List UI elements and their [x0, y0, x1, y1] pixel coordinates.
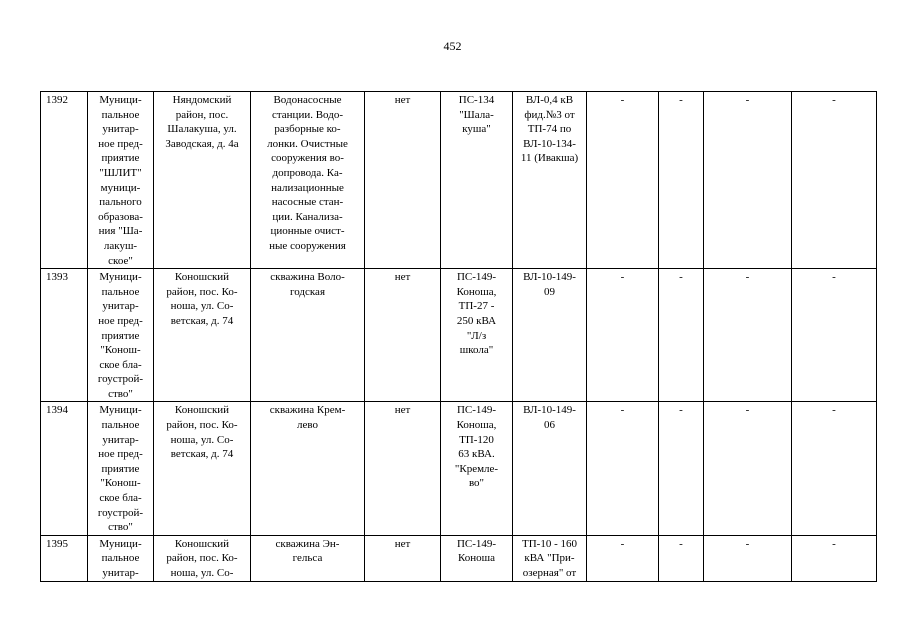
object-cell: Водонасосные станции. Водо- разборные ко- лонки. Очистные сооружения во- допровода. Ка- нализационные насосные стан- ции. Канализа- ционные очист- ные сооружения [251, 92, 365, 269]
substation-cell: ПС-149- Коноша [441, 535, 513, 581]
dash-cell: - [704, 269, 792, 402]
row-number-cell: 1393 [41, 269, 88, 402]
power-line-cell: ВЛ-0,4 кВ фид.№3 от ТП-74 по ВЛ-10-134- 11 (Ивакша) [513, 92, 587, 269]
address-cell: Коношский район, пос. Ко- ноша, ул. Со- ветская, д. 74 [154, 402, 251, 535]
dash-cell: - [587, 269, 659, 402]
dash-cell: - [587, 535, 659, 581]
dash-cell: - [659, 535, 704, 581]
flag-cell: нет [365, 402, 441, 535]
power-line-cell: ТП-10 - 160 кВА "При- озерная" от [513, 535, 587, 581]
organization-cell: Муници- пальное унитар- ное пред- приятие "Конош- ское бла- гоустрой- ство" [88, 269, 154, 402]
table-row [41, 269, 877, 402]
dash-cell: - [587, 92, 659, 269]
object-cell: скважина Эн- гельса [251, 535, 365, 581]
dash-cell: - [704, 92, 792, 269]
dash-cell: - [792, 402, 877, 535]
address-cell: Няндомский район, пос. Шалакуша, ул. Заводская, д. 4а [154, 92, 251, 269]
organization-cell: Муници- пальное унитар- ное пред- приятие "Конош- ское бла- гоустрой- ство" [88, 402, 154, 535]
power-line-cell: ВЛ-10-149- 09 [513, 269, 587, 402]
dash-cell: - [792, 92, 877, 269]
flag-cell: нет [365, 535, 441, 581]
substation-cell: ПС-134 "Шала- куша" [441, 92, 513, 269]
address-cell: Коношский район, пос. Ко- ноша, ул. Со- ветская, д. 74 [154, 269, 251, 402]
object-cell: скважина Воло- годская [251, 269, 365, 402]
table-row [41, 535, 877, 581]
row-number-cell: 1392 [41, 92, 88, 269]
address-cell: Коношский район, пос. Ко- ноша, ул. Со- [154, 535, 251, 581]
row-number-cell: 1394 [41, 402, 88, 535]
object-cell: скважина Крем- лево [251, 402, 365, 535]
facilities-table [40, 91, 877, 582]
organization-cell: Муници- пальное унитар- ное пред- приятие "ШЛИТ" муници- пального образова- ния "Ша- лакуш- ское" [88, 92, 154, 269]
row-number-cell: 1395 [41, 535, 88, 581]
dash-cell: - [704, 535, 792, 581]
power-line-cell: ВЛ-10-149- 06 [513, 402, 587, 535]
substation-cell: ПС-149- Коноша, ТП-120 63 кВА. "Кремле- во" [441, 402, 513, 535]
page-number: 452 [443, 39, 462, 53]
dash-cell: - [792, 535, 877, 581]
flag-cell: нет [365, 269, 441, 402]
table-row [41, 402, 877, 535]
dash-cell: - [792, 269, 877, 402]
dash-cell: - [659, 402, 704, 535]
flag-cell: нет [365, 92, 441, 269]
dash-cell: - [659, 92, 704, 269]
table-row [41, 92, 877, 269]
organization-cell: Муници- пальное унитар- [88, 535, 154, 581]
dash-cell: - [704, 402, 792, 535]
dash-cell: - [659, 269, 704, 402]
substation-cell: ПС-149- Коноша, ТП-27 - 250 кВА "Л/з школа" [441, 269, 513, 402]
dash-cell: - [587, 402, 659, 535]
